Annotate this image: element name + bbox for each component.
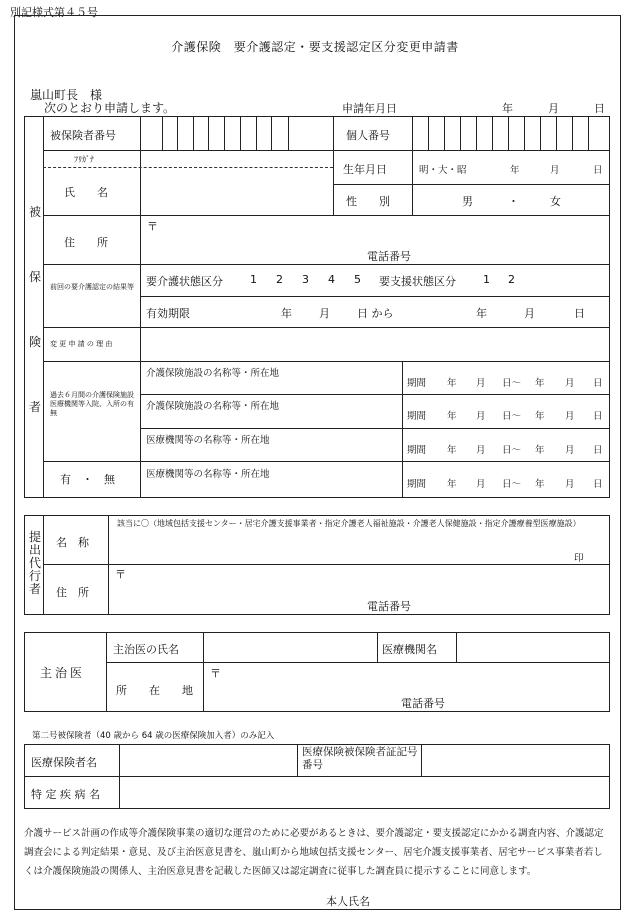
era-text: 明・大・昭 [419,165,467,176]
care-level-5: 5 [354,273,361,286]
period-day: 日 [593,445,603,456]
period-month: 月 [565,479,575,490]
insured-side-char-1: 被 [29,205,42,219]
period-day: 日 [593,479,603,490]
period-month: 月 [476,411,486,422]
addressee: 嵐山町長 様 [30,88,103,102]
period-month: 月 [476,378,486,389]
birth-date-label: 生年月日 [343,163,387,176]
postal-mark: 〒 [147,220,158,233]
phone-label: 電話番号 [367,250,411,263]
agent-category-note: 該当に〇（地域包括支援センター・居宅介護支援事業者・指定介護老人福祉施設・介護老人保健施設・指定介護療養型医療施設） [117,519,581,528]
doctor-postal-mark: 〒 [210,667,221,680]
facility-row-4-label: 医療機関等の名称等・所在地 [146,469,270,480]
facility-row-1-label: 介護保険施設の名称等・所在地 [146,368,280,379]
period-year: 年 [535,479,545,490]
valid-from-month: 月 [319,307,330,320]
seal-mark: 印 [574,553,584,564]
insured-side-char-3: 険 [29,335,42,349]
doctor-section-label: 主治医 [40,666,86,680]
support-level-2: 2 [508,273,515,286]
period-year: 年 [447,479,457,490]
care-level-3: 3 [302,273,309,286]
hospital-history-label: 過去６月間の介護保険施設医療機関等入院、入所の有無 [50,391,134,417]
form-number-label: 別記様式第４５号 [10,6,98,19]
yes-no-choice: 有 ・ 無 [60,473,115,486]
signature-line[interactable] [326,893,594,910]
period-month: 月 [565,378,575,389]
name-label: 氏 名 [64,186,108,199]
second-category-heading: 第二号被保険者（40 歳から 64 歳の医療保険加入者）のみ記入 [32,731,275,741]
agent-side-char-5: 者 [29,582,42,596]
consent-text: 介護サービス計画の作成等介護保険事業の適切な運営のために必要があるときは、要介護認定・要支援認定にかかる調査内容、介護認定調査会による判定結果・意見、及び主治医意見書を、嵐山町から地域包括支援センター、居宅介護支援事業者、居宅サービス事業者若しくは介護保険施設の関係人、主治医意見書を記載した医師又は認定調査に従事した調査員に提示することに同意します。 [24,828,604,877]
period-year: 年 [535,378,545,389]
doctor-phone-label: 電話番号 [401,697,445,710]
valid-period-label: 有効期限 [146,307,190,320]
care-level-1: 1 [250,273,257,286]
period-month: 月 [476,445,486,456]
doctor-address-label: 所 在 地 [116,684,193,697]
support-level-1: 1 [483,273,490,286]
agent-side-char-2: 出 [29,543,42,557]
previous-result-label: 前回の要介護認定の結果等 [50,283,134,291]
agent-postal-mark: 〒 [115,568,126,581]
intro-text: 次のとおり申請します。 [44,101,176,115]
specific-disease-label: 特 定 疾 病 名 [31,788,100,801]
facility-row-3-label: 医療機関等の名称等・所在地 [146,435,270,446]
insurer-name-label: 医療保険者名 [31,756,97,769]
birth-year-unit: 年 [510,165,520,176]
birth-day-unit: 日 [593,165,603,176]
valid-to-month: 月 [524,307,535,320]
agent-side-char-3: 代 [29,556,42,570]
apply-day-unit: 日 [594,102,605,115]
sex-separator: ・ [508,195,519,208]
period-month: 月 [565,411,575,422]
care-level-2: 2 [276,273,283,286]
period-tilde: 日～ [502,445,522,456]
personal-number-label: 個人番号 [346,129,390,142]
care-level-4: 4 [328,273,335,286]
period-day: 日 [593,411,603,422]
sex-male: 男 [462,195,473,208]
insured-side-char-4: 者 [29,400,42,414]
period-tilde: 日～ [502,411,522,422]
agent-address-label: 住 所 [56,586,89,599]
support-level-label: 要支援状態区分 [379,275,456,288]
apply-date-label: 申請年月日 [342,102,397,115]
doctor-name-label: 主治医の氏名 [113,643,179,656]
agent-side-char-4: 行 [29,569,42,583]
agent-phone-label: 電話番号 [367,600,411,613]
period-label: 期間 [407,479,427,490]
period-year: 年 [447,445,457,456]
care-level-label: 要介護状態区分 [146,275,223,288]
period-year: 年 [447,411,457,422]
period-year: 年 [535,411,545,422]
period-tilde: 日～ [502,378,522,389]
facility-row-2-label: 介護保険施設の名称等・所在地 [146,401,280,412]
change-reason-label: 変 更 申 請 の 理 由 [50,340,113,348]
address-label: 住 所 [64,236,108,249]
agent-name-label: 名 称 [56,536,89,549]
period-month: 月 [476,479,486,490]
birth-month-unit: 月 [550,165,560,176]
period-label: 期間 [407,378,427,389]
signature-label: 本人氏名 [326,895,370,908]
furigana-label: ﾌﾘｶﾞﾅ [74,155,94,164]
agent-side-char-1: 提 [29,530,42,544]
valid-to-day: 日 [574,307,585,320]
period-month: 月 [565,445,575,456]
insured-side-char-2: 保 [29,270,42,284]
apply-month-unit: 月 [548,102,559,115]
sex-female: 女 [550,195,561,208]
card-number-label: 医療保険被保険者証記号番号 [302,746,418,771]
period-day: 日 [593,378,603,389]
insured-number-label: 被保険者番号 [50,129,116,142]
sex-label: 性 別 [346,195,390,208]
valid-from-day: 日 から [357,307,394,320]
institution-name-label: 医療機関名 [382,643,437,656]
period-year: 年 [447,378,457,389]
valid-to-year: 年 [476,307,487,320]
form-title: 介護保険 要介護認定・要支援認定区分変更申請書 [171,40,459,54]
valid-from-year: 年 [281,307,292,320]
period-tilde: 日～ [502,479,522,490]
period-label: 期間 [407,411,427,422]
apply-year-unit: 年 [502,102,513,115]
period-label: 期間 [407,445,427,456]
period-year: 年 [535,445,545,456]
